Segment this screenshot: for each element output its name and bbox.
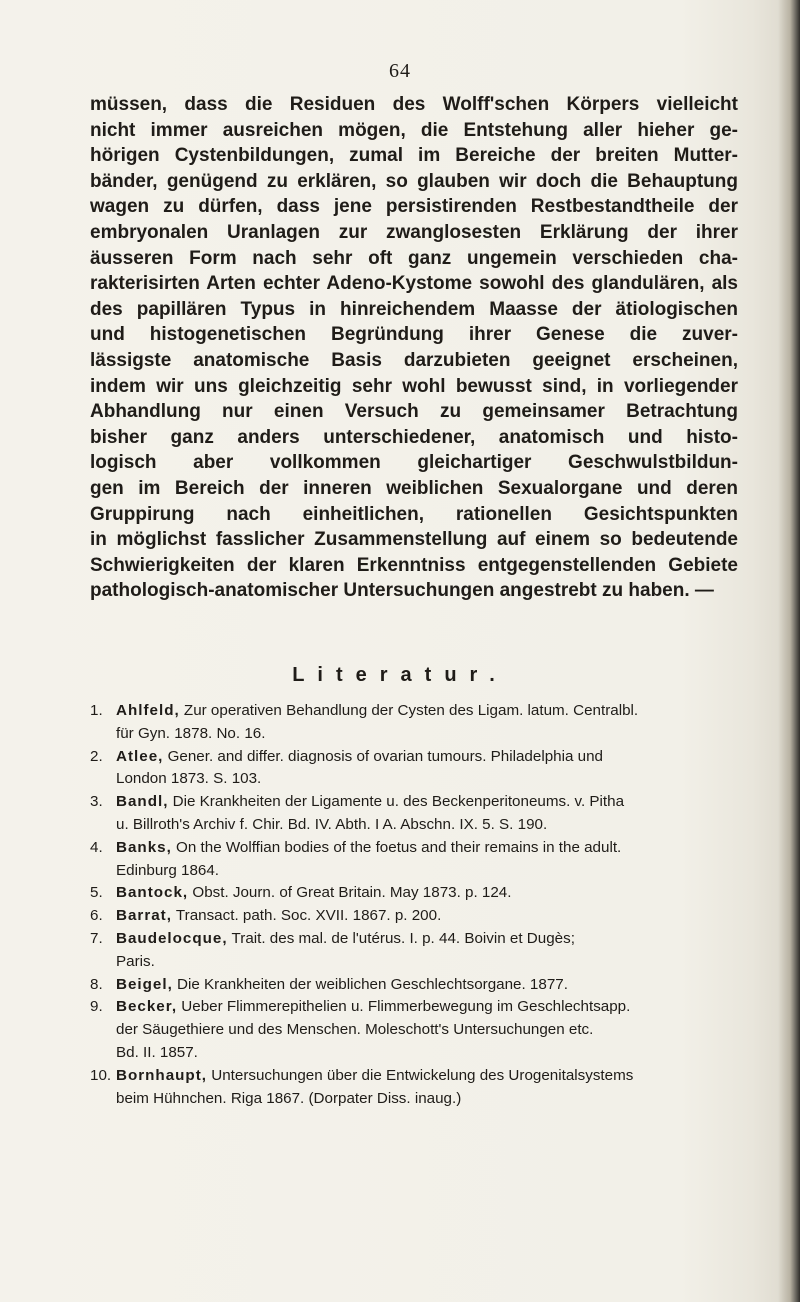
reference-author: Beigel, bbox=[116, 975, 173, 993]
reference-text: Die Krankheiten der Ligamente u. des Beckenperitoneums. v. Pitha bbox=[172, 793, 625, 811]
reference-text: beim Hühnchen. Riga 1867. (Dorpater Diss. inaug.) bbox=[116, 1089, 462, 1107]
paragraph-line: logisch aber vollkommen gleichartiger Geschwulstbildun- bbox=[90, 452, 738, 474]
reference-number: 9. bbox=[90, 998, 103, 1016]
literature-heading: Literatur. bbox=[292, 664, 508, 686]
reference-list bbox=[90, 700, 740, 1110]
page-number: 64 bbox=[389, 60, 411, 82]
reference-text: Bd. II. 1857. bbox=[116, 1043, 198, 1061]
reference-line bbox=[116, 746, 740, 769]
reference-number: 1. bbox=[90, 702, 103, 719]
paragraph-line: Schwierigkeiten der klaren Erkenntniss entgegenstellenden Gebiete bbox=[90, 554, 738, 576]
reference-author: Bantock, bbox=[116, 884, 189, 902]
reference-text: Trait. des mal. de l'utérus. I. p. 44. Boivin et Dugès; bbox=[231, 929, 575, 947]
reference-line bbox=[116, 837, 740, 860]
reference-text: Untersuchungen über die Entwickelung des Urogenitalsystems bbox=[211, 1066, 634, 1084]
paragraph-line: des papillären Typus in hinreichendem Maasse der ätiologischen bbox=[90, 298, 738, 320]
reference-line bbox=[116, 1042, 740, 1065]
reference-line bbox=[116, 951, 740, 974]
reference-text: Die Krankheiten der weiblichen Geschlechtsorgane. 1877. bbox=[177, 975, 568, 993]
paragraph-line: und histogenetischen Begründung ihrer Genese die zuver- bbox=[90, 324, 738, 346]
reference-author: Barrat, bbox=[116, 907, 172, 925]
reference-author: Ahlfeld, bbox=[116, 702, 180, 719]
paragraph-line: rakterisirten Arten echter Adeno-Kystome sowohl des glandulären, als bbox=[90, 273, 738, 295]
paragraph-line: Gruppirung nach einheitlichen, rationellen Gesichtspunkten bbox=[90, 503, 738, 525]
reference-line bbox=[116, 1019, 740, 1042]
reference-author: Becker, bbox=[116, 998, 178, 1016]
paragraph-line: in möglichst fasslicher Zusammenstellung auf einem so bedeutende bbox=[90, 529, 738, 551]
reference-text: Gener. and differ. diagnosis of ovarian tumours. Philadelphia und bbox=[167, 747, 603, 765]
reference-text: u. Billroth's Archiv f. Chir. Bd. IV. Abth. I A. Abschn. IX. 5. S. 190. bbox=[116, 815, 548, 833]
paragraph-line: pathologisch-anatomischer Untersuchungen angestrebt zu haben. — bbox=[90, 580, 714, 602]
reference-line bbox=[116, 1065, 740, 1088]
paragraph-line: embryonalen Uranlagen zur zwanglosesten Erklärung der ihrer bbox=[90, 221, 738, 243]
reference-line bbox=[116, 723, 740, 746]
paragraph-line: müssen, dass die Residuen des Wolff'schen Körpers vielleicht bbox=[90, 94, 738, 115]
reference-line bbox=[116, 814, 740, 837]
reference-item bbox=[90, 996, 740, 1064]
paragraph-line: hörigen Cystenbildungen, zumal im Bereiche der breiten Mutter- bbox=[90, 145, 738, 167]
reference-number: 7. bbox=[90, 929, 103, 947]
reference-text: Zur operativen Behandlung der Cysten des Ligam. latum. Centralbl. bbox=[183, 702, 639, 719]
reference-author: Baudelocque, bbox=[116, 929, 228, 947]
reference-text: Obst. Journ. of Great Britain. May 1873. p. 124. bbox=[192, 884, 512, 902]
reference-line bbox=[116, 974, 740, 997]
reference-number: 4. bbox=[90, 838, 103, 856]
reference-number: 10. bbox=[90, 1066, 112, 1084]
reference-line bbox=[116, 905, 740, 928]
paragraph-line: äusseren Form nach sehr oft ganz ungemein verschieden cha- bbox=[90, 247, 738, 269]
reference-item bbox=[90, 1065, 740, 1111]
paragraph-line: nicht immer ausreichen mögen, die Entstehung aller hieher ge- bbox=[90, 119, 738, 141]
reference-item bbox=[90, 928, 740, 974]
reference-text: Edinburg 1864. bbox=[116, 861, 220, 879]
reference-text: Ueber Flimmerepithelien u. Flimmerbewegung im Geschlechtsapp. bbox=[181, 998, 631, 1016]
reference-text: der Säugethiere und des Menschen. Moleschott's Untersuchungen etc. bbox=[116, 1021, 594, 1039]
reference-line bbox=[116, 882, 740, 905]
reference-number: 2. bbox=[90, 747, 103, 765]
reference-author: Bandl, bbox=[116, 793, 169, 811]
paragraph-line: wagen zu dürfen, dass jene persistirenden Restbestandtheile der bbox=[90, 196, 738, 218]
reference-number: 3. bbox=[90, 793, 103, 811]
reference-item bbox=[90, 791, 740, 837]
reference-author: Atlee, bbox=[116, 747, 164, 765]
reference-item bbox=[90, 746, 740, 792]
reference-item bbox=[90, 905, 740, 928]
paragraph-line: bisher ganz anders unterschiedener, anatomisch und histo- bbox=[90, 426, 738, 448]
reference-line bbox=[116, 768, 740, 791]
reference-text: für Gyn. 1878. No. 16. bbox=[116, 724, 266, 742]
reference-number: 5. bbox=[90, 884, 103, 902]
reference-line bbox=[116, 791, 740, 814]
paragraph-line: indem wir uns gleichzeitig sehr wohl bewusst sind, in vorliegender bbox=[90, 375, 738, 397]
reference-item bbox=[90, 837, 740, 883]
reference-item bbox=[90, 974, 740, 997]
reference-line bbox=[116, 860, 740, 883]
reference-author: Bornhaupt, bbox=[116, 1066, 207, 1084]
paragraph-line: gen im Bereich der inneren weiblichen Sexualorgane und deren bbox=[90, 477, 738, 499]
reference-line bbox=[116, 996, 740, 1019]
reference-text: On the Wolffian bodies of the foetus and their remains in the adult. bbox=[176, 838, 622, 856]
body-paragraph bbox=[90, 92, 738, 604]
reference-text: Transact. path. Soc. XVII. 1867. p. 200. bbox=[175, 907, 442, 925]
reference-text: Paris. bbox=[116, 952, 155, 970]
paragraph-line: lässigste anatomische Basis darzubieten geeignet erscheinen, bbox=[90, 349, 738, 371]
reference-number: 8. bbox=[90, 975, 103, 993]
paragraph-line: bänder, genügend zu erklären, so glauben wir doch die Behauptung bbox=[90, 170, 738, 192]
paragraph-line: Abhandlung nur einen Versuch zu gemeinsamer Betrachtung bbox=[90, 401, 738, 423]
reference-author: Banks, bbox=[116, 838, 172, 856]
reference-item bbox=[90, 700, 740, 746]
reference-line bbox=[116, 1088, 740, 1111]
reference-number: 6. bbox=[90, 907, 103, 925]
reference-text: London 1873. S. 103. bbox=[116, 770, 262, 788]
page-edge-shadow bbox=[778, 0, 800, 1302]
reference-line bbox=[116, 928, 740, 951]
reference-item bbox=[90, 882, 740, 905]
reference-line bbox=[116, 700, 740, 723]
